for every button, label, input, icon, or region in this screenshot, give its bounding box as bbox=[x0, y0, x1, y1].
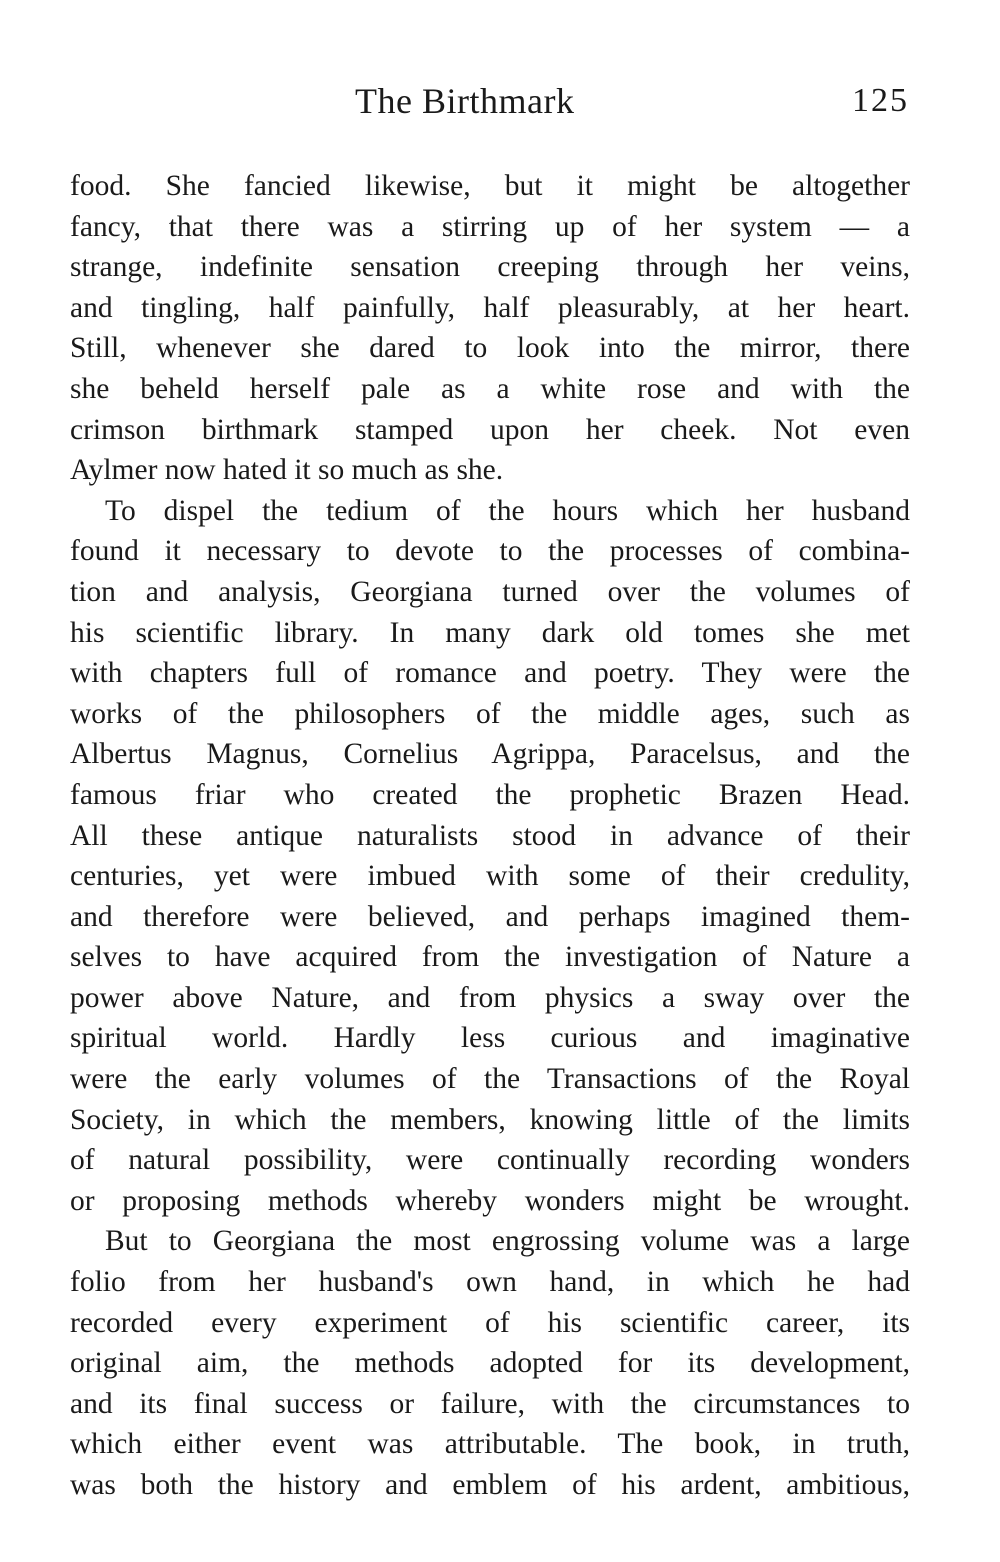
text-line: and its final success or failure, with the circumstances to bbox=[70, 1387, 910, 1420]
paragraph bbox=[70, 491, 910, 1222]
text-line: and tingling, half painfully, half pleasurably, at her heart. bbox=[70, 291, 910, 324]
text-line: or proposing methods whereby wonders might be wrought. bbox=[70, 1184, 910, 1217]
text-line: original aim, the methods adopted for its development, bbox=[70, 1347, 910, 1380]
text-line: his scientific library. In many dark old tomes she met bbox=[70, 616, 910, 649]
text-line: fancy, that there was a stirring up of her system — a bbox=[70, 210, 910, 243]
page-number: 125 bbox=[852, 82, 909, 119]
text-line: Aylmer now hated it so much as she. bbox=[70, 454, 504, 487]
text-line: with chapters full of romance and poetry. They were the bbox=[70, 657, 910, 690]
text-line: centuries, yet were imbued with some of their credulity, bbox=[70, 860, 910, 893]
text-line: selves to have acquired from the investigation of Nature a bbox=[70, 941, 910, 974]
text-line: To dispel the tedium of the hours which her husband bbox=[105, 494, 910, 527]
text-line: she beheld herself pale as a white rose and with the bbox=[70, 372, 910, 405]
text-line: tion and analysis, Georgiana turned over the volumes of bbox=[70, 575, 910, 608]
text-line: of natural possibility, were continually recording wonders bbox=[70, 1144, 910, 1177]
text-line: All these antique naturalists stood in advance of their bbox=[70, 819, 910, 852]
chapter-title: The Birthmark bbox=[355, 81, 575, 121]
text-line: spiritual world. Hardly less curious and imaginative bbox=[70, 1022, 910, 1055]
text-line: crimson birthmark stamped upon her cheek. Not even bbox=[70, 413, 910, 446]
text-line: and therefore were believed, and perhaps imagined them- bbox=[70, 900, 910, 933]
text-line: Society, in which the members, knowing little of the limits bbox=[70, 1103, 910, 1136]
text-line: food. She fancied likewise, but it might be altogether bbox=[70, 170, 910, 202]
text-line: strange, indefinite sensation creeping through her veins, bbox=[70, 251, 910, 284]
text-line: power above Nature, and from physics a sway over the bbox=[70, 981, 910, 1014]
running-head bbox=[0, 80, 1000, 130]
text-line: works of the philosophers of the middle ages, such as bbox=[70, 697, 910, 730]
text-line: found it necessary to devote to the processes of combina- bbox=[70, 535, 910, 568]
text-line: was both the history and emblem of his ardent, ambitious, bbox=[70, 1469, 910, 1501]
text-line: famous friar who created the prophetic Brazen Head. bbox=[70, 778, 910, 811]
text-line: were the early volumes of the Transactions of the Royal bbox=[70, 1063, 910, 1096]
text-line: But to Georgiana the most engrossing volume was a large bbox=[105, 1225, 910, 1258]
page-body bbox=[70, 166, 910, 1506]
text-line: which either event was attributable. The book, in truth, bbox=[70, 1428, 910, 1461]
text-line: recorded every experiment of his scientific career, its bbox=[70, 1306, 910, 1339]
text-line: Still, whenever she dared to look into the mirror, there bbox=[70, 332, 910, 365]
paragraph bbox=[70, 166, 910, 491]
text-line: folio from her husband's own hand, in which he had bbox=[70, 1266, 910, 1299]
paragraph bbox=[70, 1221, 910, 1505]
text-line: Albertus Magnus, Cornelius Agrippa, Paracelsus, and the bbox=[70, 738, 910, 771]
